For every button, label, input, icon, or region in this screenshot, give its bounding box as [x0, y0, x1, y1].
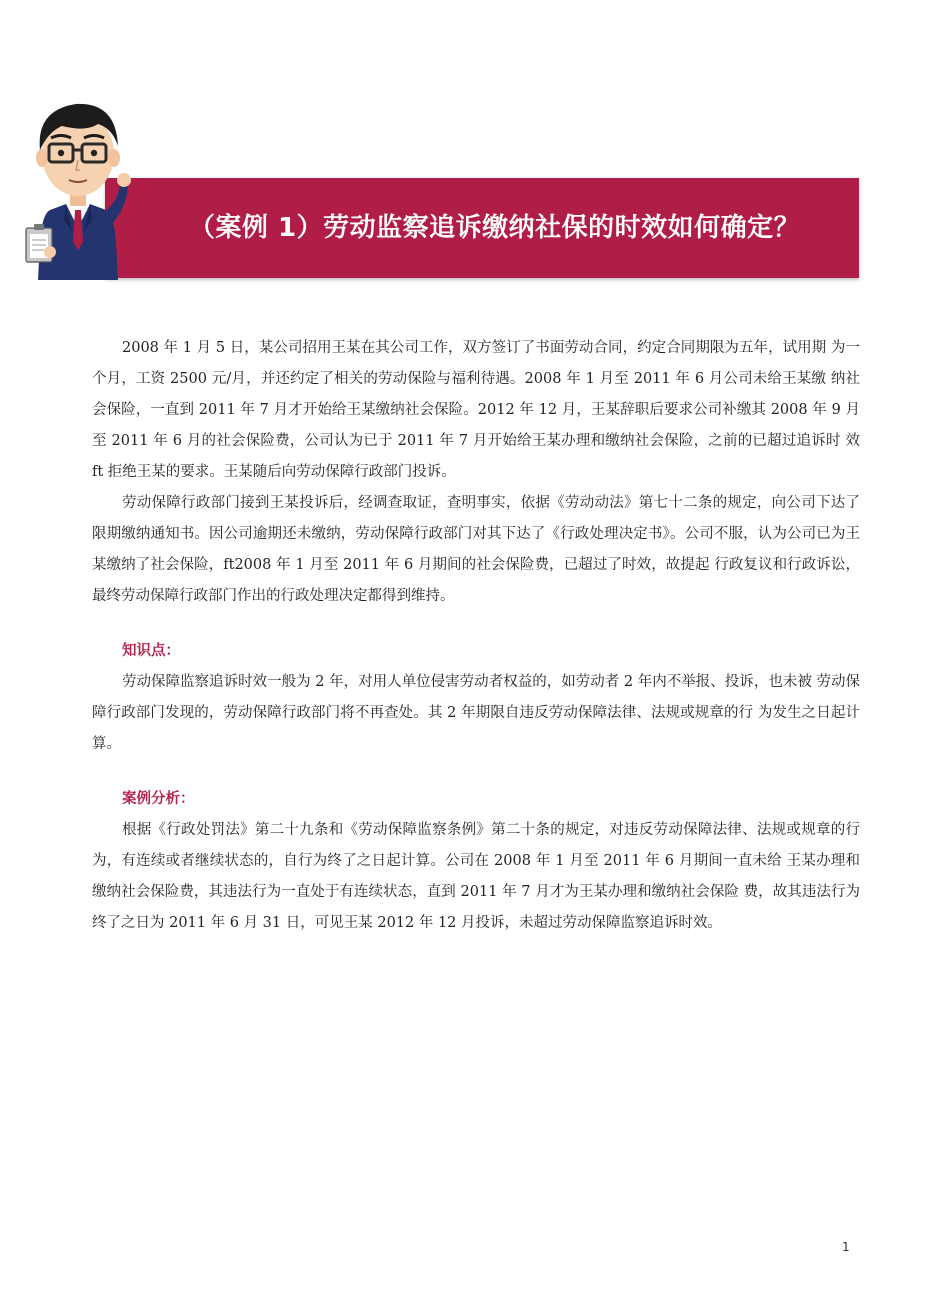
cartoon-man-with-clipboard-icon: [20, 92, 135, 284]
analysis-heading: 案例分析：: [122, 791, 195, 807]
page-number: 1: [842, 1240, 850, 1254]
article-body: [92, 333, 860, 939]
knowledge-paragraph: 劳动保障监察追诉时效一般为 2 年，对用人单位侵害劳动者权益的，如劳动者 2 年内不举报、投诉，也未被 劳动保障行政部门发现的，劳动保障行政部门将不再查处。其 2 年期限自违反劳动保障法律、法规或规章的行 为发生之日起计算。: [92, 674, 860, 752]
case-paragraph-2: 劳动保障行政部门接到王某投诉后，经调查取证，查明事实，依据《劳动动法》第七十二条的规定，向公司下达了限期缴纳通知书。因公司逾期还未缴纳，劳动保障行政部门对其下达了《行政处理决定书》。公司不服，认为公司已为王某缴纳了社会保险，ft2008 年 1 月至 2011 年 6 月期间的社会保险费，已超过了时效，故提起 行政复议和行政诉讼，最终劳动保障行政部门作出的行政处理决定都得到维持。: [92, 495, 860, 604]
analysis-paragraph: 根据《行政处罚法》第二十九条和《劳动保障监察条例》第二十条的规定，对违反劳动保障法律、法规或规章的行为，有连续或者继续状态的，自行为终了之日起计算。公司在 2008 年 1 月至 2011 年 6 月期间一直未给 王某办理和缴纳社会保险费，其违法行为一直处于有连续状态，直到 2011 年 7 月才为王某办理和缴纳社会保险 费，故其违法行为终了之日为 2011 年 6 月 31 日，可见王某 2012 年 12 月投诉，未超过劳动保障监察追诉时效。: [92, 822, 860, 931]
case-paragraph-1: 2008 年 1 月 5 日，某公司招用王某在其公司工作，双方签订了书面劳动合同，约定合同期限为五年，试用期 为一个月，工资 2500 元/月，并还约定了相关的劳动保险与福利待遇。2008 年 1 月至 2011 年 6 月公司未给王某缴 纳社会保险，一直到 2011 年 7 月才开始给王某缴纳社会保险。2012 年 12 月，王某辞职后要求公司补缴其 2008 年 9 月至 2011 年 6 月的社会保险费，公司认为已于 2011 年 7 月开始给王某办理和缴纳社会保险，之前的已超过追诉时 效 ft 拒绝王某的要求。王某随后向劳动保障行政部门投诉。: [92, 340, 860, 480]
knowledge-heading: 知识点：: [122, 643, 180, 659]
page-title: （案例 1）劳动监察追诉缴纳社保的时效如何确定？: [188, 213, 801, 243]
